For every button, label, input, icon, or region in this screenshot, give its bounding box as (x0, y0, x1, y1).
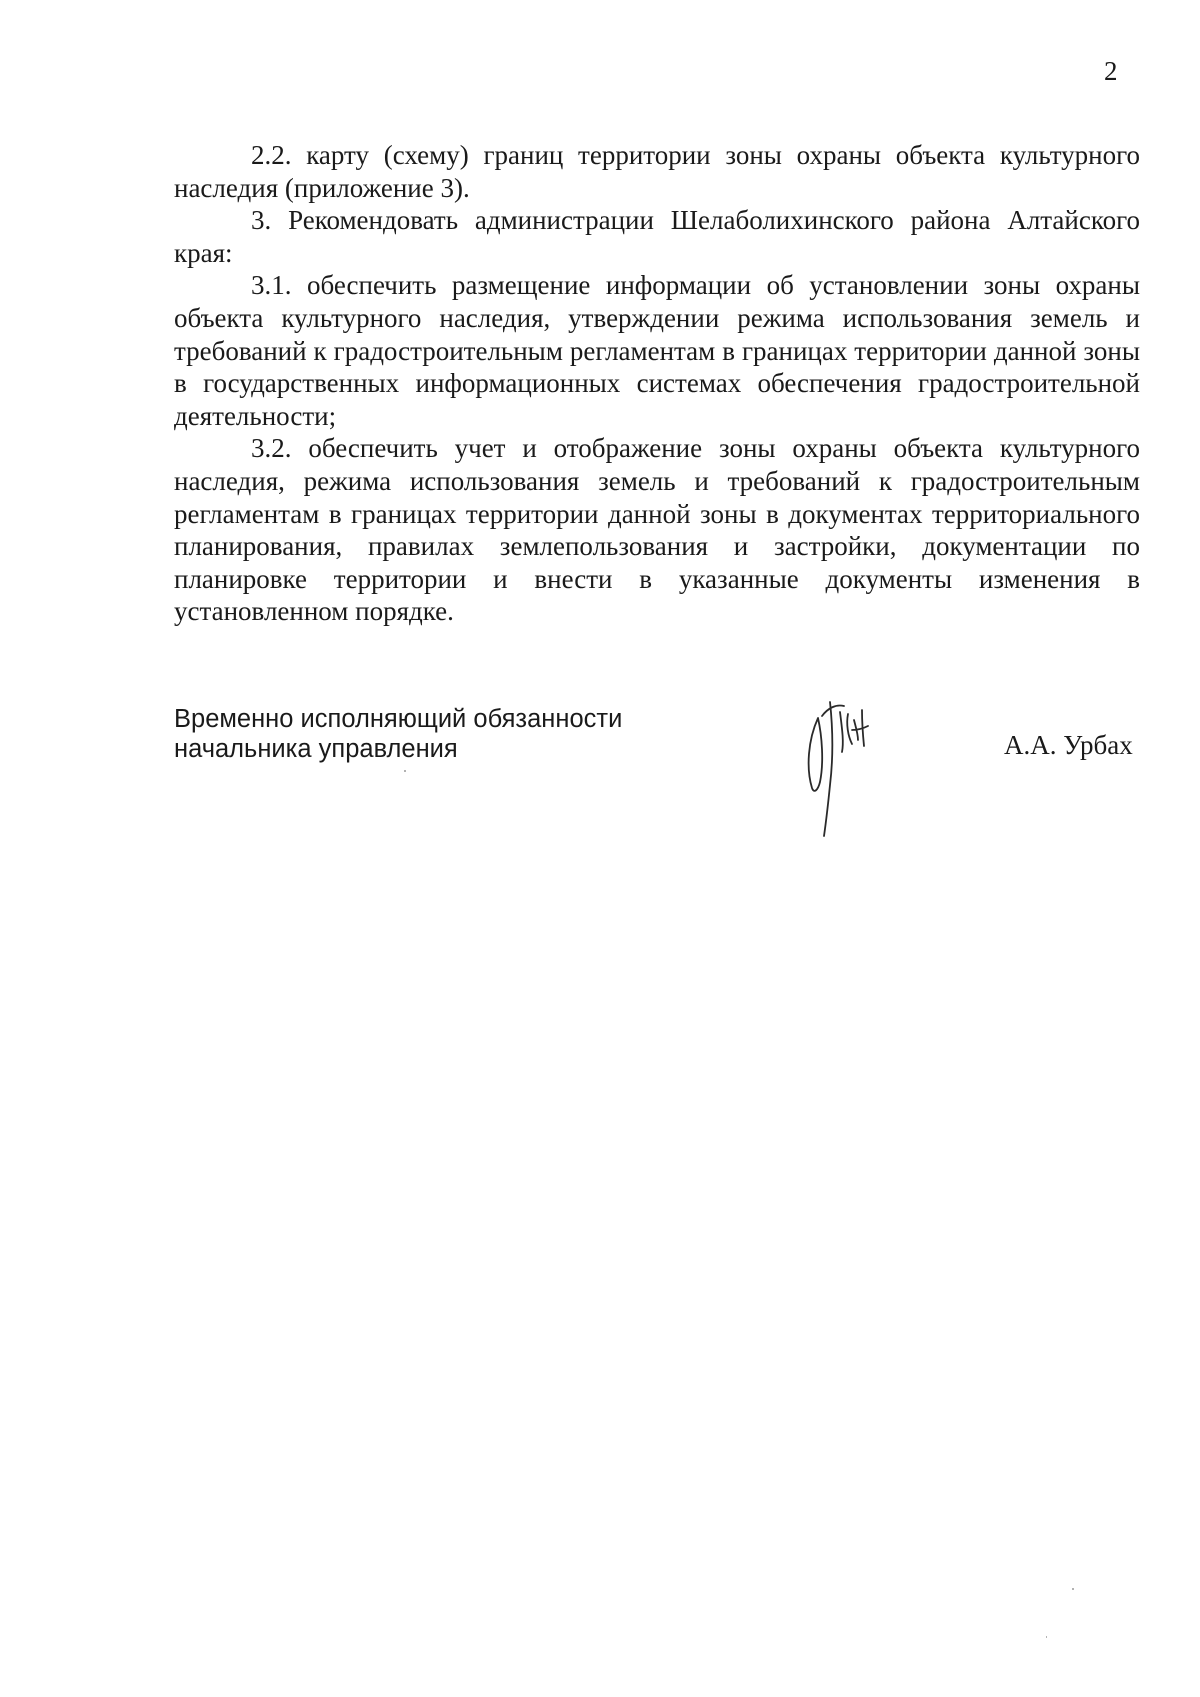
signatory-title-line1: Временно исполняющий обязанности (174, 705, 623, 733)
scan-speck (1046, 1636, 1047, 1638)
scan-speck (1072, 1588, 1074, 1590)
paragraph-3-1: 3.1. обеспечить размещение информации об установлении зоны охраны объекта культурного наследия, утверждении режима использования земель и требований к градостроительным регламентам в границах территории данной зоны в государственных информационных системах обеспечения градостроительной деятельности; (174, 270, 1140, 431)
paragraph-3-2: 3.2. обеспечить учет и отображение зоны охраны объекта культурного наследия, режима использования земель и требований к градостроительным регламентам в границах территории данной зоны в документах территориального планирования, правилах землепользования и застройки, документации по планировке территории и внести в указанные документы изменения в установленном порядке. (174, 433, 1140, 627)
paragraph-3: 3. Рекомендовать администрации Шелаболихинского района Алтайского края: (174, 205, 1140, 268)
signatory-title-line2: начальника управления (174, 735, 458, 763)
signatory-title (174, 704, 622, 764)
document-body (174, 139, 1140, 628)
scan-speck (404, 770, 406, 772)
handwritten-signature (800, 690, 910, 840)
paragraph-2-2: 2.2. карту (схему) границ территории зоны охраны объекта культурного наследия (приложение 3). (174, 140, 1140, 203)
page-number: 2 (1104, 56, 1118, 86)
signatory-name: А.А. Урбах (1004, 730, 1133, 760)
